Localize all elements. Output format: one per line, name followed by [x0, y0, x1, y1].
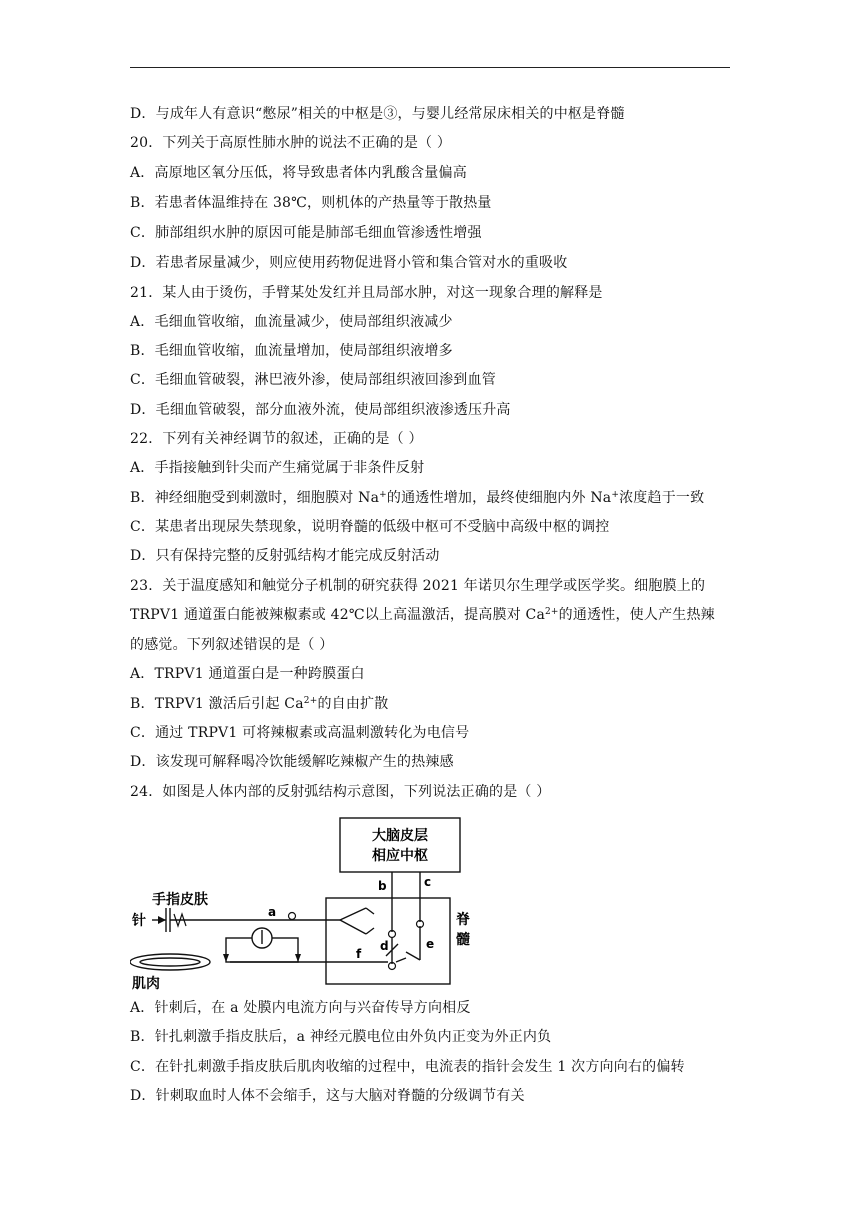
label-b: b: [378, 879, 387, 893]
q22-option-b: [130, 488, 704, 508]
muscle-label: 肌肉: [132, 976, 160, 992]
q21-option-d: D．毛细血管破裂，部分血液外流，使局部组织液渗透压升高: [130, 402, 511, 418]
q23-option-a: A．TRPV1 通道蛋白是一种跨膜蛋白: [130, 666, 365, 682]
q22-option-b-sup2: +: [611, 490, 620, 500]
label-d: d: [380, 939, 389, 953]
header-rule: [130, 67, 730, 68]
q20-option-c: C．肺部组织水肿的原因可能是肺部毛细血管渗透性增强: [130, 225, 482, 241]
galv-arrow-right: [295, 954, 301, 962]
spinal-label-2: 髓: [456, 932, 470, 948]
q24-option-b: B．针扎刺激手指皮肤后，a 神经元膜电位由外负内正变为外正内负: [130, 1029, 552, 1045]
label-e: e: [426, 937, 435, 951]
q20-option-a: A．高原地区氧分压低，将导致患者体内乳酸含量偏高: [130, 165, 467, 181]
q23-stem-line3: 的感觉。下列叙述错误的是（ ）: [130, 637, 334, 653]
q23-stem-line1: 23．关于温度感知和触觉分子机制的研究获得 2021 年诺贝尔生理学或医学奖。细胞膜上的: [130, 578, 706, 594]
q22-option-b-part1: B．神经细胞受到刺激时，细胞膜对 Na: [130, 490, 380, 506]
q23-stem-line2-part1: TRPV1 通道蛋白能被辣椒素或 42℃以上高温激活，提高膜对 Ca: [130, 607, 545, 623]
q22-option-b-part2: 的通透性增加，最终使细胞内外 Na: [386, 490, 612, 506]
q24-option-d: D．针刺取血时人体不会缩手，这与大脑对脊髓的分级调节有关: [130, 1088, 525, 1104]
cortex-label-1: 大脑皮层: [372, 828, 428, 844]
label-f: f: [356, 947, 362, 961]
q22-option-a: A．手指接触到针尖而产生痛觉属于非条件反射: [130, 460, 425, 476]
q20-option-b: B．若患者体温维持在 38℃，则机体的产热量等于散热量: [130, 195, 492, 211]
q22-option-b-part3: 浓度趋于一致: [619, 490, 705, 506]
q24-option-a: A．针刺后，在 a 处膜内电流方向与兴奋传导方向相反: [130, 1000, 471, 1016]
q22-option-c: C．某患者出现尿失禁现象，说明脊髓的低级中枢可不受脑中高级中枢的调控: [130, 519, 610, 535]
q22-option-d: D．只有保持完整的反射弧结构才能完成反射活动: [130, 548, 440, 564]
reflex-arc-diagram: [130, 812, 480, 992]
q24-option-c: C．在针扎刺激手指皮肤后肌肉收缩的过程中，电流表的指针会发生 1 次方向向右的偏转: [130, 1059, 685, 1075]
q21-stem: 21．某人由于烫伤，手臂某处发红并且局部水肿，对这一现象合理的解释是: [130, 285, 603, 301]
q23-option-b-sup: 2+: [303, 696, 318, 706]
skin-label: 手指皮肤: [152, 892, 208, 908]
q21-option-c: C．毛细血管破裂，淋巴液外渗，使局部组织液回渗到血管: [130, 372, 496, 388]
needle-arrow: [158, 916, 166, 924]
q23-option-b: [130, 694, 388, 714]
cortex-label-2: 相应中枢: [372, 848, 428, 864]
q20-stem: 20．下列关于高原性肺水肿的说法不正确的是（ ）: [130, 135, 452, 151]
muscle: [130, 954, 210, 970]
q23-option-c: C．通过 TRPV1 可将辣椒素或高温刺激转化为电信号: [130, 725, 470, 741]
q19-option-d: D．与成年人有意识“憋尿”相关的中枢是③，与婴儿经常尿床相关的中枢是脊髓: [130, 106, 625, 122]
q23-stem-line2-part2: 的通透性，使人产生热辣: [558, 607, 715, 623]
q20-option-d: D．若患者尿量减少，则应使用药物促进肾小管和集合管对水的重吸收: [130, 255, 568, 271]
label-c: c: [424, 875, 432, 889]
label-a: a: [268, 905, 277, 919]
q24-stem: 24．如图是人体内部的反射弧结构示意图，下列说法正确的是（ ）: [130, 784, 551, 800]
q21-option-b: B．毛细血管收缩，血流量增加，使局部组织液增多: [130, 343, 453, 359]
q23-stem-line2: [130, 605, 715, 625]
galv-arrow-left: [223, 954, 229, 962]
needle-label: 针: [132, 913, 146, 929]
spinal-label-1: 脊: [456, 912, 470, 928]
q23-option-d: D．该发现可解释喝冷饮能缓解吃辣椒产生的热辣感: [130, 754, 454, 770]
q23-stem-line2-sup: 2+: [545, 607, 559, 617]
q22-stem: 22．下列有关神经调节的叙述，正确的是（ ）: [130, 431, 423, 447]
q23-option-b-part2: 的自由扩散: [317, 696, 389, 712]
q23-option-b-part1: B．TRPV1 激活后引起 Ca: [130, 696, 304, 712]
q21-option-a: A．毛细血管收缩，血流量减少，使局部组织液减少: [130, 314, 453, 330]
q22-option-b-sup1: +: [379, 490, 387, 500]
